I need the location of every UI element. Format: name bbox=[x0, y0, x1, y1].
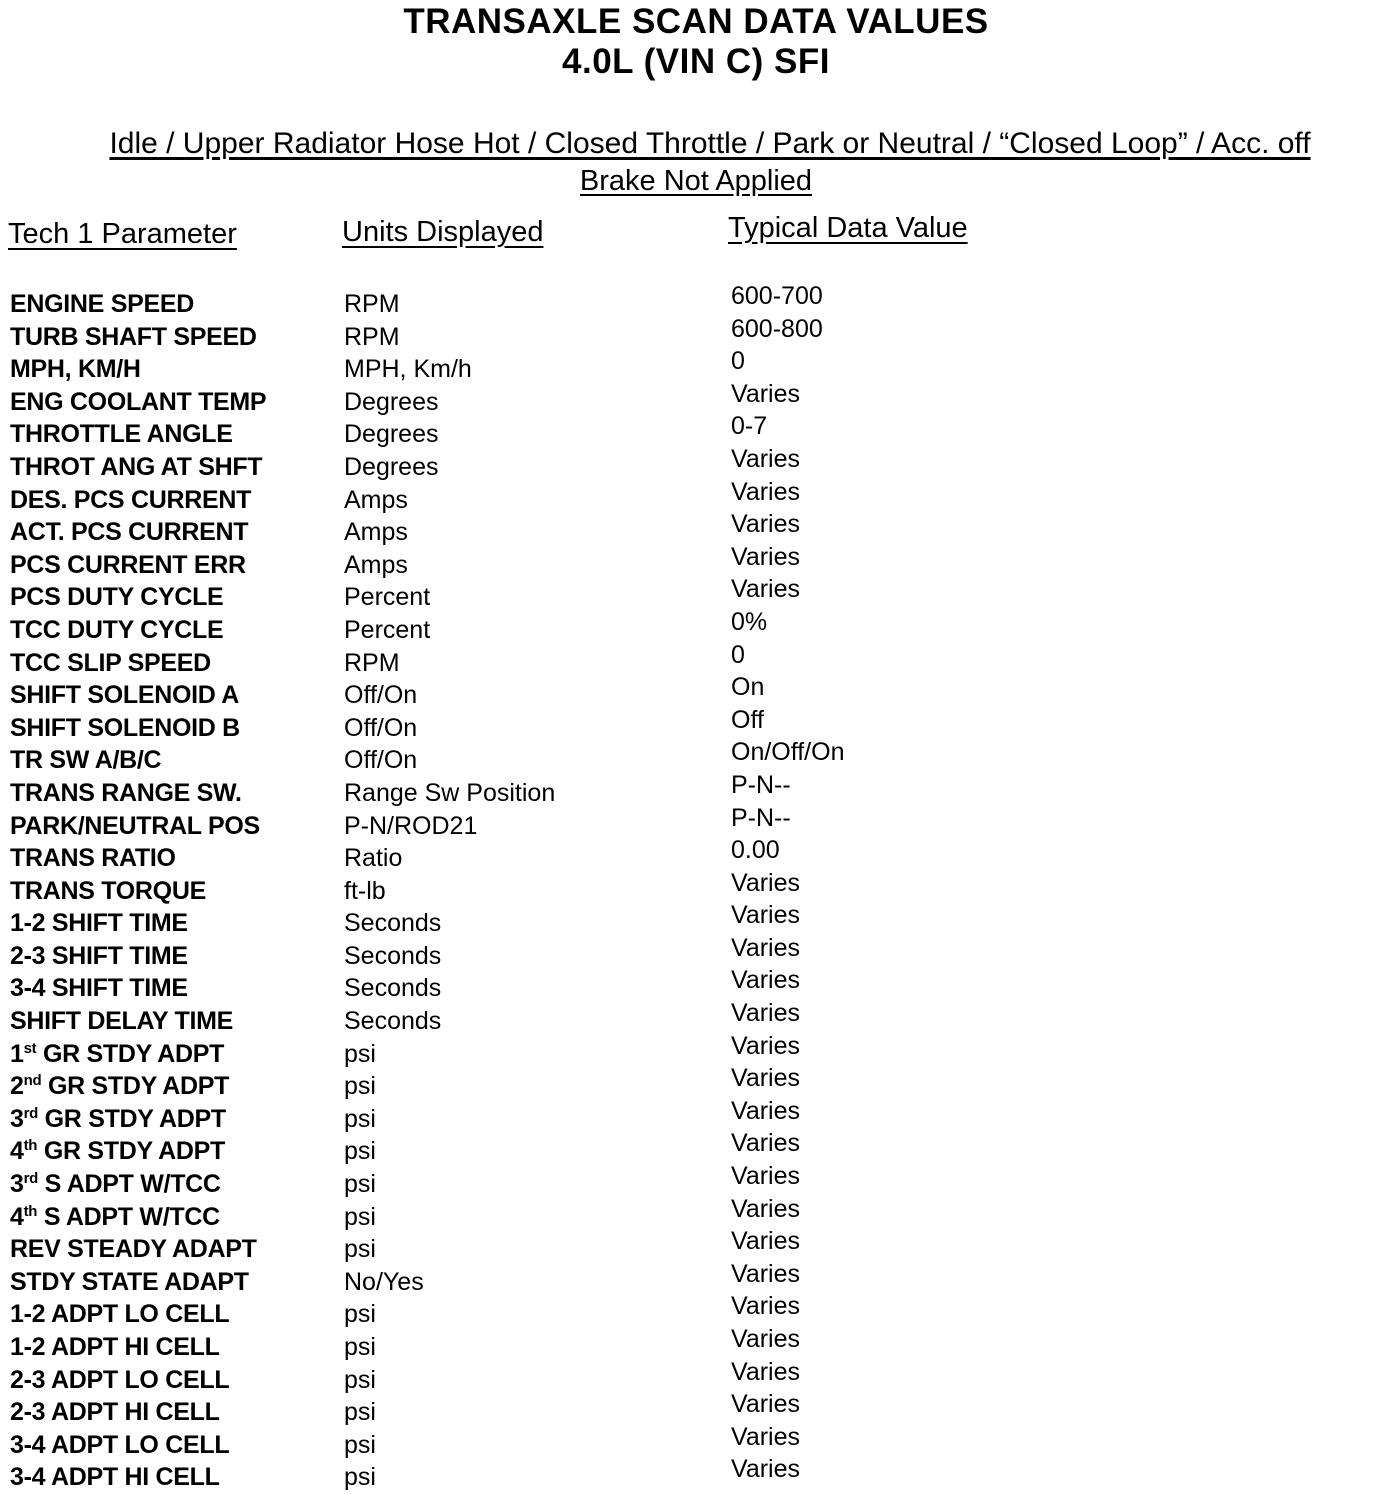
units-cell: Amps bbox=[344, 550, 408, 579]
value-cell: Varies bbox=[731, 444, 801, 473]
table-row bbox=[0, 1227, 1392, 1266]
parameter-cell bbox=[10, 1103, 226, 1135]
ordinal-suffix: th bbox=[23, 1137, 38, 1155]
parameter-text: GR STDY ADPT bbox=[36, 1039, 225, 1068]
parameter-text: GR STDY ADPT bbox=[38, 1104, 226, 1133]
value-cell: Varies bbox=[731, 933, 801, 962]
units-cell: Seconds bbox=[344, 1007, 442, 1036]
parameter-cell: PCS CURRENT ERR bbox=[10, 550, 246, 579]
units-cell: psi bbox=[344, 1365, 376, 1394]
table-row bbox=[0, 1162, 1392, 1201]
table-row bbox=[0, 999, 1392, 1038]
value-cell: Varies bbox=[731, 966, 801, 995]
value-cell: Varies bbox=[731, 1357, 801, 1386]
units-cell: P-N/ROD21 bbox=[344, 811, 478, 840]
value-cell: Off bbox=[731, 705, 764, 734]
table-row bbox=[0, 640, 1392, 680]
parameter-cell: TRANS RATIO bbox=[10, 844, 176, 873]
value-cell: Varies bbox=[731, 510, 801, 539]
parameter-cell bbox=[10, 1135, 225, 1167]
parameter-cell: SHIFT DELAY TIME bbox=[10, 1007, 234, 1036]
parameter-text: GR STDY ADPT bbox=[41, 1072, 230, 1101]
units-cell: psi bbox=[344, 1170, 376, 1199]
value-cell: Varies bbox=[731, 379, 801, 408]
parameter-cell bbox=[10, 1038, 224, 1070]
units-cell: Amps bbox=[344, 485, 408, 514]
units-cell: psi bbox=[344, 1235, 376, 1264]
ordinal-suffix: rd bbox=[23, 1170, 39, 1188]
units-cell: No/Yes bbox=[344, 1267, 424, 1296]
units-cell: psi bbox=[344, 1333, 376, 1361]
table-row bbox=[0, 966, 1392, 1005]
parameter-cell: 1-2 SHIFT TIME bbox=[10, 909, 188, 938]
value-cell: Varies bbox=[731, 477, 801, 506]
parameter-cell: 1-2 ADPT HI CELL bbox=[10, 1333, 220, 1361]
parameter-cell: TR SW A/B/C bbox=[10, 746, 162, 775]
table-row bbox=[0, 933, 1392, 973]
parameter-cell: 2-3 ADPT LO CELL bbox=[10, 1365, 230, 1394]
units-cell: Amps bbox=[344, 518, 408, 547]
table-row bbox=[0, 575, 1392, 614]
units-cell: psi bbox=[344, 1072, 376, 1101]
units-cell: psi bbox=[344, 1398, 376, 1427]
units-cell: Off/On bbox=[344, 681, 418, 710]
parameter-cell: TURB SHAFT SPEED bbox=[10, 322, 257, 351]
value-cell: P-N-- bbox=[731, 770, 791, 799]
value-cell: Varies bbox=[731, 999, 801, 1028]
value-cell: Varies bbox=[731, 1031, 801, 1060]
parameter-cell: PARK/NEUTRAL POS bbox=[10, 811, 260, 840]
value-cell: Varies bbox=[731, 1259, 801, 1288]
ordinal-number: 1 bbox=[10, 1039, 24, 1068]
document-title: TRANSAXLE SCAN DATA VALUES bbox=[403, 2, 989, 41]
value-cell: Varies bbox=[731, 1390, 801, 1419]
table-row bbox=[0, 705, 1392, 745]
value-cell: Varies bbox=[731, 1129, 801, 1158]
ordinal-number: 4 bbox=[10, 1202, 24, 1231]
parameter-cell: MPH, KM/H bbox=[10, 355, 141, 384]
value-cell: Varies bbox=[731, 1194, 801, 1223]
units-cell: Range Sw Position bbox=[344, 778, 556, 807]
units-cell: RPM bbox=[344, 648, 400, 677]
table-row bbox=[0, 803, 1392, 843]
parameter-cell: 1-2 ADPT LO CELL bbox=[10, 1300, 230, 1329]
table-row bbox=[0, 1325, 1392, 1364]
units-cell: Ratio bbox=[344, 844, 403, 873]
value-cell: Varies bbox=[731, 1162, 801, 1191]
units-cell: MPH, Km/h bbox=[344, 355, 472, 384]
value-cell: Varies bbox=[731, 1292, 801, 1321]
parameter-cell bbox=[10, 1168, 221, 1200]
parameter-cell: STDY STATE ADAPT bbox=[10, 1267, 249, 1296]
value-cell: 600-800 bbox=[731, 314, 823, 343]
engine-subtitle: 4.0L (VIN C) SFI bbox=[562, 42, 830, 81]
units-cell: psi bbox=[344, 1137, 376, 1166]
table-row bbox=[0, 1096, 1392, 1136]
parameter-text: GR STDY ADPT bbox=[37, 1137, 225, 1166]
value-cell: On/Off/On bbox=[731, 738, 845, 767]
units-cell: psi bbox=[344, 1202, 376, 1231]
table-row bbox=[0, 836, 1392, 875]
units-cell: RPM bbox=[344, 290, 400, 318]
parameter-cell bbox=[10, 1070, 229, 1102]
table-row bbox=[0, 542, 1392, 582]
units-cell: ft-lb bbox=[344, 876, 386, 905]
ordinal-number: 3 bbox=[10, 1170, 24, 1199]
table-row bbox=[0, 1129, 1392, 1168]
parameter-cell: SHIFT SOLENOID A bbox=[10, 681, 240, 710]
units-cell: psi bbox=[344, 1463, 376, 1492]
value-cell: Varies bbox=[731, 1422, 801, 1451]
table-row bbox=[0, 510, 1392, 549]
table-row bbox=[0, 379, 1392, 419]
parameter-cell: ACT. PCS CURRENT bbox=[10, 518, 249, 547]
value-cell: Varies bbox=[731, 901, 801, 930]
parameter-cell: 2-3 ADPT HI CELL bbox=[10, 1398, 220, 1427]
parameter-cell: THROT ANG AT SHFT bbox=[10, 452, 263, 481]
units-cell: psi bbox=[344, 1300, 376, 1329]
table-row bbox=[0, 444, 1392, 484]
parameter-cell: 3-4 SHIFT TIME bbox=[10, 974, 188, 1003]
parameter-cell: TCC SLIP SPEED bbox=[10, 648, 211, 677]
parameter-text: S ADPT W/TCC bbox=[38, 1170, 221, 1199]
table-row bbox=[0, 1422, 1392, 1462]
ordinal-number: 4 bbox=[10, 1137, 24, 1166]
table-row bbox=[0, 738, 1392, 777]
units-cell: Degrees bbox=[344, 420, 439, 449]
table-row bbox=[0, 901, 1392, 940]
table-row bbox=[0, 770, 1392, 810]
units-cell: Off/On bbox=[344, 713, 418, 742]
units-cell: Seconds bbox=[344, 909, 442, 938]
scan-data-table bbox=[0, 282, 1392, 1494]
units-cell: Off/On bbox=[344, 746, 418, 775]
units-cell: Percent bbox=[344, 615, 431, 644]
parameter-cell: 3-4 ADPT HI CELL bbox=[10, 1463, 220, 1492]
table-row bbox=[0, 1390, 1392, 1429]
parameter-cell bbox=[10, 1201, 220, 1233]
table-row bbox=[0, 868, 1392, 908]
table-row bbox=[0, 282, 1392, 321]
column-header-parameter: Tech 1 Parameter bbox=[8, 218, 237, 250]
ordinal-number: 2 bbox=[10, 1072, 24, 1101]
table-row bbox=[0, 1031, 1392, 1071]
value-cell: On bbox=[731, 673, 765, 702]
table-row bbox=[0, 347, 1392, 386]
parameter-cell: ENGINE SPEED bbox=[10, 290, 194, 318]
test-conditions: Idle / Upper Radiator Hose Hot / Closed Throttle / Park or Neutral / “Closed Loop” / Acc. off bbox=[109, 127, 1311, 160]
parameter-cell: 2-3 SHIFT TIME bbox=[10, 941, 188, 970]
value-cell: 0% bbox=[731, 607, 768, 636]
units-cell: Percent bbox=[344, 583, 431, 612]
parameter-cell: ENG COOLANT TEMP bbox=[10, 387, 267, 416]
units-cell: psi bbox=[344, 1039, 376, 1068]
value-cell: Varies bbox=[731, 542, 801, 571]
parameter-cell: THROTTLE ANGLE bbox=[10, 420, 233, 449]
units-cell: psi bbox=[344, 1430, 376, 1459]
units-cell: Degrees bbox=[344, 387, 439, 416]
table-row bbox=[0, 412, 1392, 451]
table-row bbox=[0, 1292, 1392, 1331]
value-cell: P-N-- bbox=[731, 803, 791, 832]
table-row bbox=[0, 673, 1392, 712]
parameter-cell: SHIFT SOLENOID B bbox=[10, 713, 240, 742]
units-cell: Seconds bbox=[344, 941, 442, 970]
units-cell: Degrees bbox=[344, 452, 439, 481]
value-cell: Varies bbox=[731, 1325, 801, 1353]
ordinal-suffix: nd bbox=[23, 1072, 42, 1090]
parameter-cell: TCC DUTY CYCLE bbox=[10, 615, 224, 644]
table-row bbox=[0, 607, 1392, 647]
ordinal-number: 3 bbox=[10, 1104, 24, 1133]
table-row bbox=[0, 477, 1392, 517]
column-header-value: Typical Data Value bbox=[728, 212, 968, 244]
units-cell: RPM bbox=[344, 322, 400, 351]
value-cell: Varies bbox=[731, 1455, 801, 1484]
parameter-cell: TRANS RANGE SW. bbox=[10, 778, 242, 807]
test-conditions-continued: Brake Not Applied bbox=[579, 165, 813, 197]
table-row bbox=[0, 314, 1392, 354]
value-cell: Varies bbox=[731, 1064, 801, 1093]
table-row bbox=[0, 1259, 1392, 1299]
ordinal-suffix: th bbox=[23, 1202, 38, 1220]
column-header-units: Units Displayed bbox=[342, 216, 544, 248]
units-cell: Seconds bbox=[344, 974, 442, 1003]
units-cell: psi bbox=[344, 1104, 376, 1133]
value-cell: Varies bbox=[731, 575, 801, 604]
table-row bbox=[0, 1064, 1392, 1103]
parameter-text: S ADPT W/TCC bbox=[37, 1202, 220, 1231]
ordinal-suffix: rd bbox=[23, 1104, 39, 1122]
value-cell: Varies bbox=[731, 1096, 801, 1125]
value-cell: 0-7 bbox=[731, 412, 768, 441]
value-cell: 0 bbox=[731, 347, 745, 376]
table-row bbox=[0, 1455, 1392, 1494]
value-cell: 0.00 bbox=[731, 836, 780, 865]
table-row bbox=[0, 1357, 1392, 1397]
parameter-cell: 3-4 ADPT LO CELL bbox=[10, 1430, 230, 1459]
value-cell: Varies bbox=[731, 1227, 801, 1256]
parameter-cell: PCS DUTY CYCLE bbox=[10, 583, 224, 612]
ordinal-suffix: st bbox=[23, 1039, 37, 1057]
value-cell: 0 bbox=[731, 640, 745, 669]
parameter-cell: REV STEADY ADAPT bbox=[10, 1235, 257, 1264]
value-cell: 600-700 bbox=[731, 282, 823, 310]
value-cell: Varies bbox=[731, 868, 801, 897]
table-row bbox=[0, 1194, 1392, 1234]
parameter-cell: TRANS TORQUE bbox=[10, 876, 206, 905]
parameter-cell: DES. PCS CURRENT bbox=[10, 485, 252, 514]
